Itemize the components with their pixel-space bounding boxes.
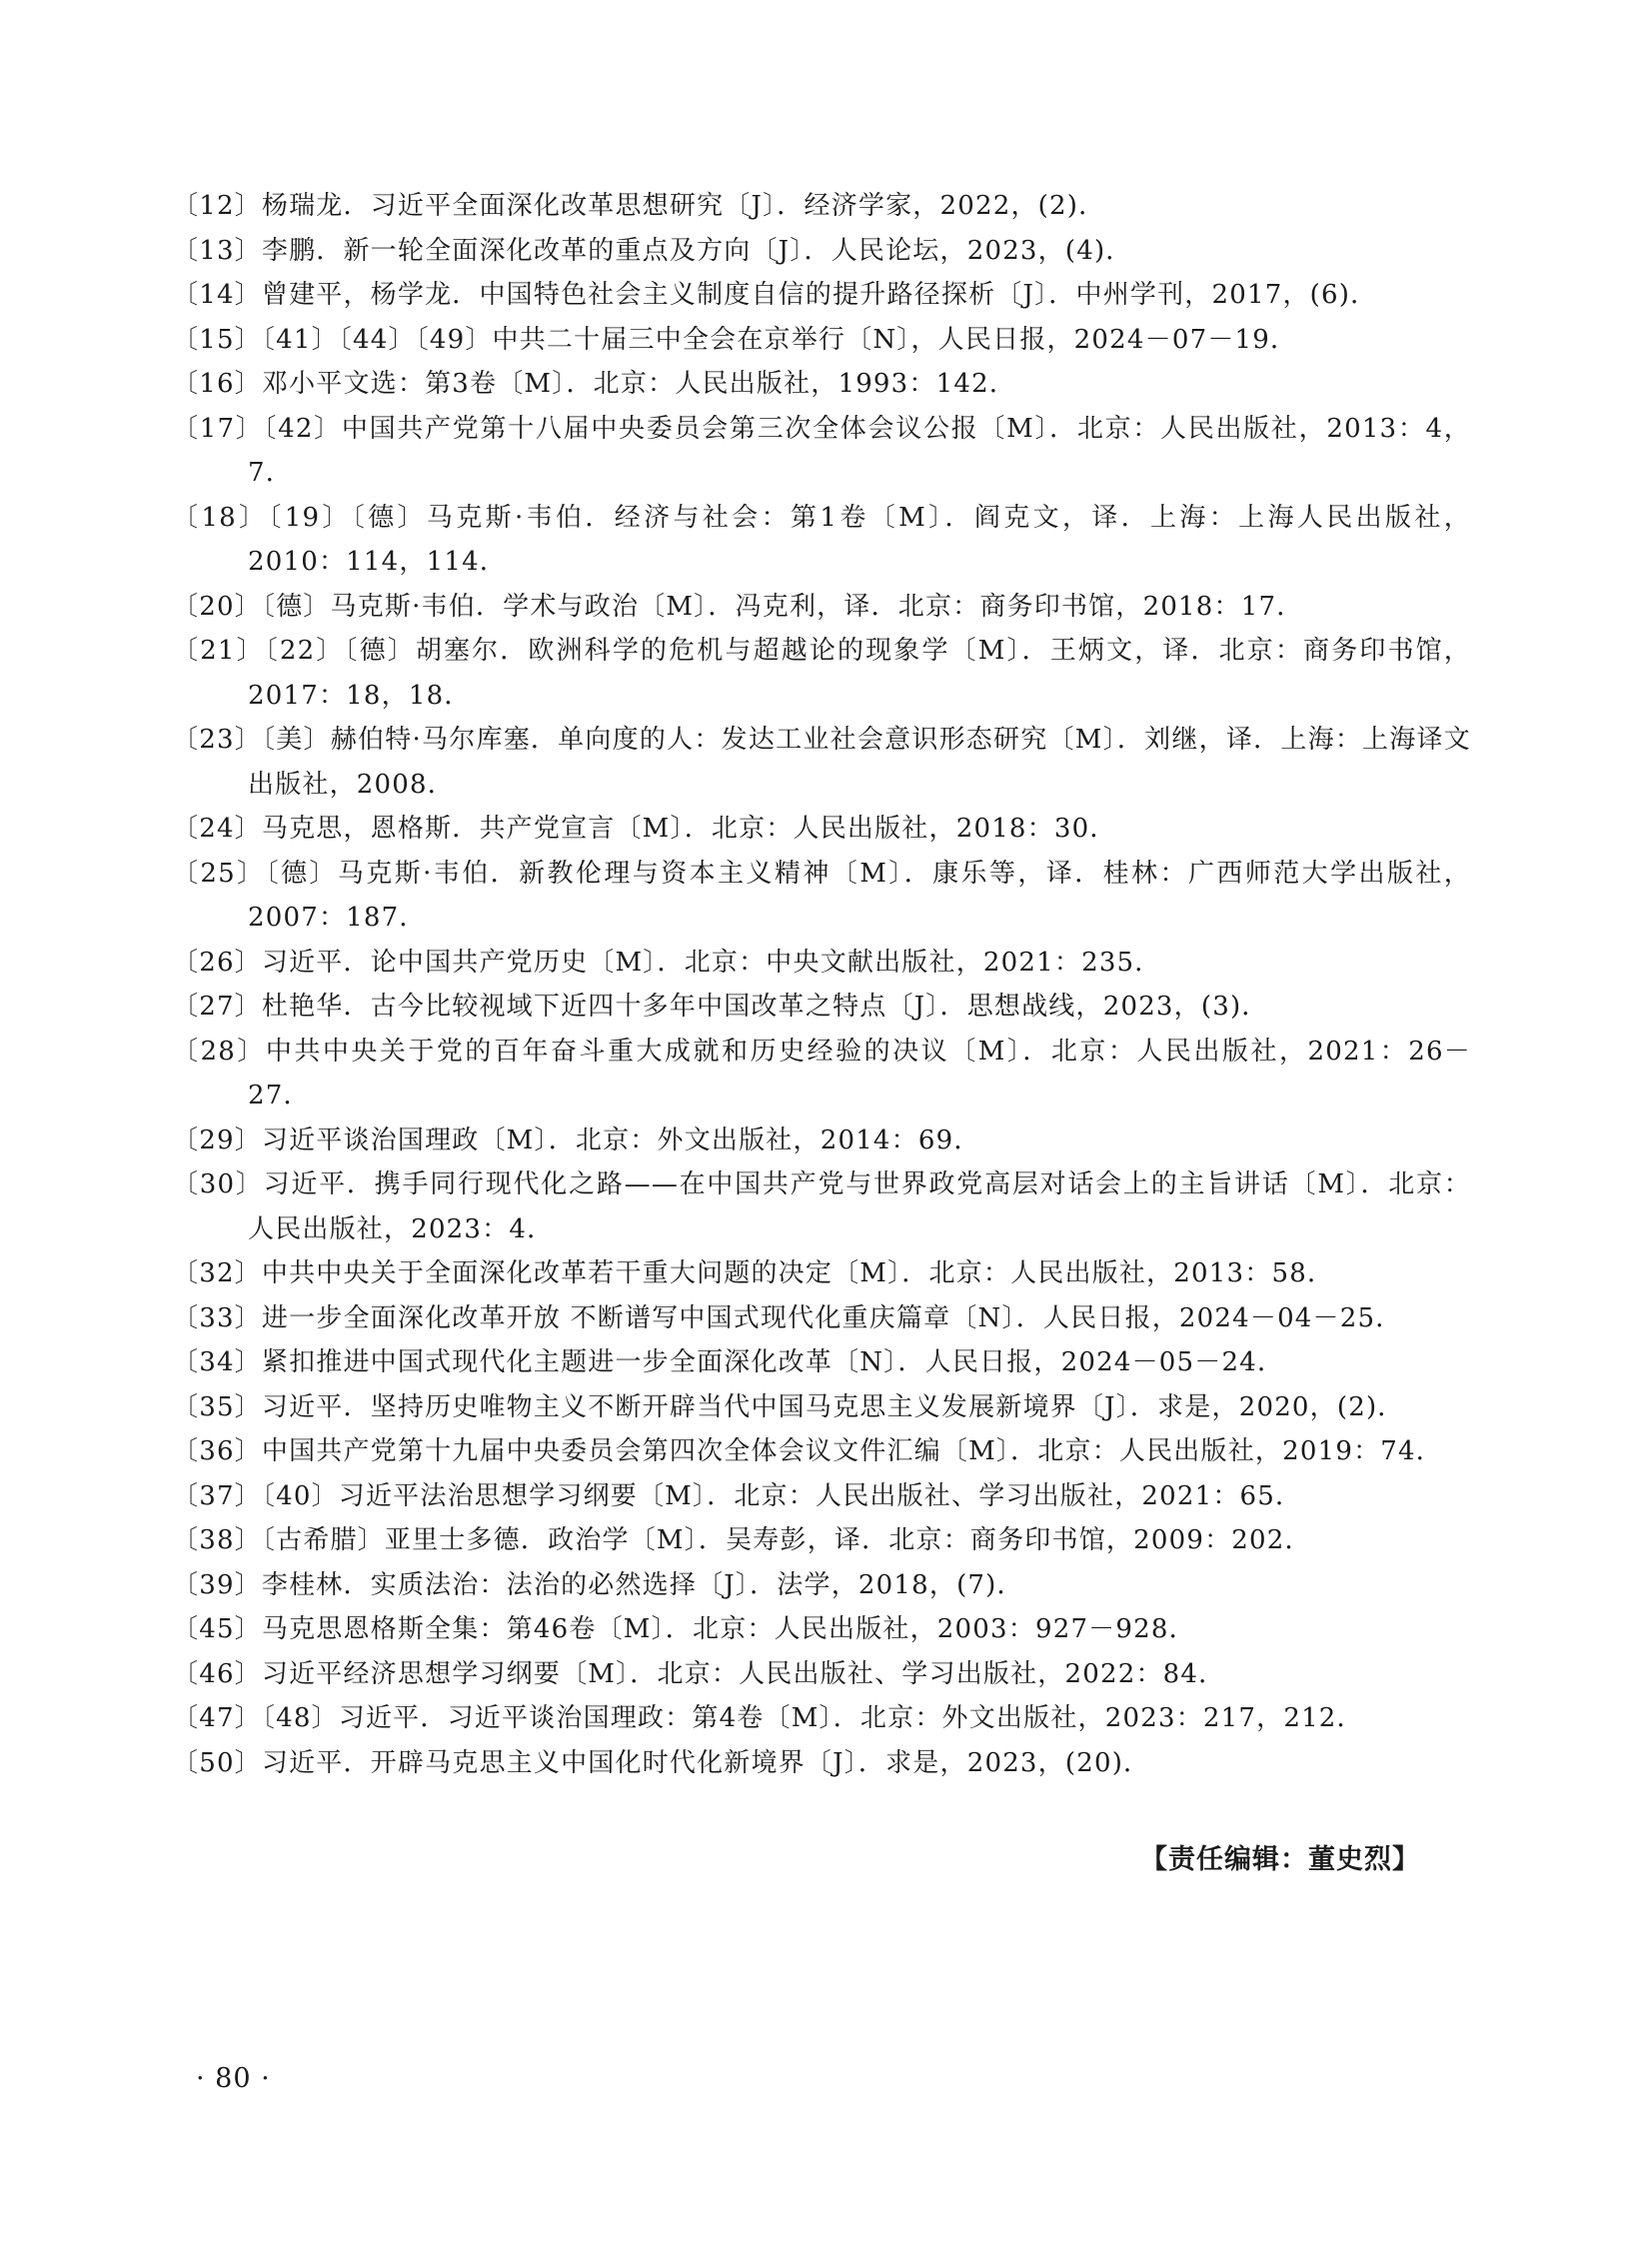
- page-number: · 80 ·: [196, 2063, 271, 2094]
- reference-item: 〔47〕〔48〕习近平．习近平谈治国理政：第4卷〔M〕．北京：外文出版社，2023：217，212．: [172, 1703, 1364, 1733]
- reference-item: 〔18〕〔19〕〔德〕马克斯·韦伯．经济与社会：第1卷〔M〕．阎克文，译．上海：上海人民出版社，2010：114，114．: [172, 502, 1471, 577]
- responsible-editor-note: 【责任编辑：董史烈】: [1140, 1844, 1420, 1875]
- reference-item: 〔26〕习近平．论中国共产党历史〔M〕．北京：中央文献出版社，2021：235．: [172, 947, 1162, 978]
- reference-item: 〔12〕杨瑞龙．习近平全面深化改革思想研究〔J〕．经济学家，2022，(2)．: [172, 191, 1106, 221]
- reference-item: 〔29〕习近平谈治国理政〔M〕．北京：外文出版社，2014：69．: [172, 1124, 981, 1155]
- reference-item: 〔27〕杜艳华．古今比较视域下近四十多年中国改革之特点〔J〕．思想战线，2023，(3)．: [172, 992, 1269, 1022]
- reference-item: 〔39〕李桂林．实质法治：法治的必然选择〔J〕．法学，2018，(7)．: [172, 1569, 1024, 1600]
- reference-item: 〔32〕中共中央关于全面深化改革若干重大问题的决定〔M〕．北京：人民出版社，2013：58．: [172, 1258, 1335, 1288]
- reference-item: 〔21〕〔22〕〔德〕胡塞尔．欧洲科学的危机与超越论的现象学〔M〕．王炳文，译．北京：商务印书馆，2017：18，18．: [172, 636, 1471, 711]
- reference-item: 〔15〕〔41〕〔44〕〔49〕中共二十届三中全会在京举行〔N〕，人民日报，2024－07－19．: [172, 324, 1298, 355]
- reference-item: 〔25〕〔德〕马克斯·韦伯．新教伦理与资本主义精神〔M〕．康乐等，译．桂林：广西师范大学出版社，2007：187．: [172, 858, 1471, 933]
- reference-list: [172, 184, 1471, 1785]
- reference-item: 〔38〕〔古希腊〕亚里士多德．政治学〔M〕．吴寿彭，译．北京：商务印书馆，2009：202．: [172, 1525, 1312, 1555]
- reference-item: 〔30〕习近平．携手同行现代化之路——在中国共产党与世界政党高层对话会上的主旨讲话〔M〕．北京：人民出版社，2023：4．: [172, 1169, 1471, 1244]
- reference-item: 〔37〕〔40〕习近平法治思想学习纲要〔M〕．北京：人民出版社、学习出版社，2021：65．: [172, 1480, 1303, 1511]
- reference-item: 〔23〕〔美〕赫伯特·马尔库塞．单向度的人：发达工业社会意识形态研究〔M〕．刘继，译．上海：上海译文出版社，2008．: [172, 725, 1471, 800]
- reference-item: 〔14〕曾建平，杨学龙．中国特色社会主义制度自信的提升路径探析〔J〕．中州学刊，2017，(6)．: [172, 280, 1378, 310]
- reference-item: 〔13〕李鹏．新一轮全面深化改革的重点及方向〔J〕．人民论坛，2023，(4)．: [172, 235, 1133, 266]
- reference-item: 〔24〕马克思，恩格斯．共产党宣言〔M〕．北京：人民出版社，2018：30．: [172, 814, 1117, 844]
- reference-item: 〔50〕习近平．开辟马克思主义中国化时代化新境界〔J〕．求是，2023，(20)．: [172, 1747, 1151, 1778]
- reference-item: 〔20〕〔德〕马克斯·韦伯．学术与政治〔M〕．冯克利，译．北京：商务印书馆，2018：17．: [172, 591, 1304, 622]
- reference-item: 〔16〕邓小平文选：第3卷〔M〕．北京：人民出版社，1993：142．: [172, 369, 1017, 399]
- reference-item: 〔36〕中国共产党第十九届中央委员会第四次全体会议文件汇编〔M〕．北京：人民出版社，2019：74．: [172, 1436, 1443, 1466]
- reference-item: 〔33〕进一步全面深化改革开放 不断谱写中国式现代化重庆篇章〔N〕．人民日报，2024－04－25．: [172, 1302, 1403, 1333]
- reference-item: 〔34〕紧扣推进中国式现代化主题进一步全面深化改革〔N〕．人民日报，2024－05－24．: [172, 1347, 1285, 1377]
- reference-item: 〔45〕马克思恩格斯全集：第46卷〔M〕．北京：人民出版社，2003：927－928．: [172, 1614, 1196, 1644]
- reference-item: 〔35〕习近平．坚持历史唯物主义不断开辟当代中国马克思主义发展新境界〔J〕．求是，2020，(2)．: [172, 1391, 1405, 1422]
- reference-item: 〔17〕〔42〕中国共产党第十八届中央委员会第三次全体会议公报〔M〕．北京：人民出版社，2013：4，7．: [172, 413, 1471, 488]
- reference-item: 〔28〕中共中央关于党的百年奋斗重大成就和历史经验的决议〔M〕．北京：人民出版社，2021：26－27．: [172, 1036, 1471, 1111]
- reference-item: 〔46〕习近平经济思想学习纲要〔M〕．北京：人民出版社、学习出版社，2022：84．: [172, 1658, 1226, 1689]
